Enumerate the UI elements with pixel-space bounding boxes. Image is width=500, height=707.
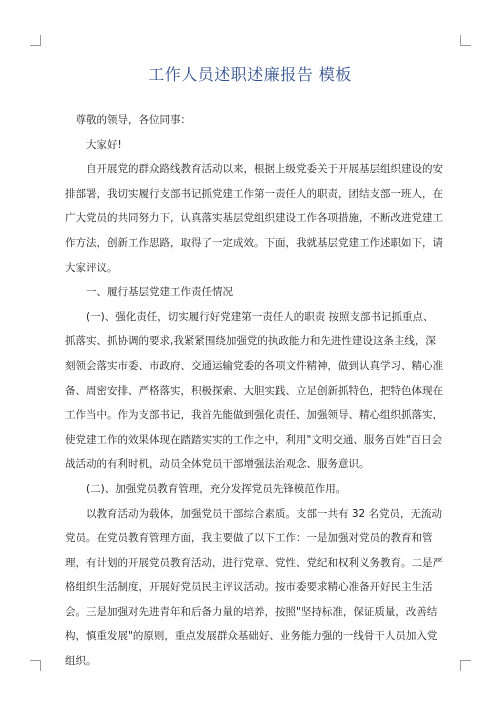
document-body <box>65 108 443 674</box>
paragraph-intro: 自开展党的群众路线教育活动以来，根据上级党委关于开展基层组织建设的安排部署，我切实履行支部书记抓党建工作第一责任人的职责，团结支部一班人，在广大党员的共同努力下，认真落实基层党组织建设工作各项措施，不断改进党建工作方法，创新工作思路，取得了一定成效。下面，我就基层党建工作述职如下，请大家评议。 <box>65 163 443 274</box>
crop-mark-top-left <box>30 35 41 46</box>
section-heading-1: 一、履行基层党建工作责任情况 <box>86 286 233 299</box>
salutation: 尊敬的领导，各位同事： <box>75 114 191 126</box>
subsection-heading-2: (二)、加强党员教育管理，充分发挥党员先锋模范作用。 <box>86 482 347 495</box>
crop-mark-bottom-right <box>460 660 471 671</box>
crop-mark-bottom-left <box>30 660 41 671</box>
paragraph-responsibility: (一)、强化责任，切实履行好党建第一责任人的职责 按照支部书记抓重点、抓落实、抓协调的要求,我紧紧围绕加强党的执政能力和先进性建设这条主线，深刻领会落实市委、市政府、交通运输党委的各项文件精神，做到认真学习、精心准备、周密安排、严格落实，积极探索、大胆实践、立足创新抓特色，把特色体现在工作当中。作为支部书记，我首先能做到强化责任、加强领导、精心组织抓落实，使党建工作的效果体现在踏踏实实的工作之中，利用"文明交通、服务百姓"百日会战活动的有利时机，动员全体党员干部增强法治观念、服务意识。 <box>65 310 443 471</box>
paragraph-education: 以教育活动为载体，加强党员干部综合素质。支部一共有 32 名党员，无流动党员。在党员教育管理方面，我主要做了以下工作：一是加强对党员的教育和管理，有计划的开展党员教育活动，进行党章、党性、党纪和权利义务教育。二是严格组织生活制度，开展好党员民主评议活动。按市委要求精心准备开好民主生活会。三是加强对先进青年和后备力量的培养，按照"坚持标准，保证质量，改善结构，慎重发展"的原则，重点发展群众基础好、业务能力强的一线骨干人员加入党组织。 <box>65 507 443 668</box>
greeting: 大家好! <box>86 138 122 151</box>
document-title: 工作人员述职述廉报告 模板 <box>148 65 352 84</box>
crop-mark-top-right <box>460 35 471 46</box>
